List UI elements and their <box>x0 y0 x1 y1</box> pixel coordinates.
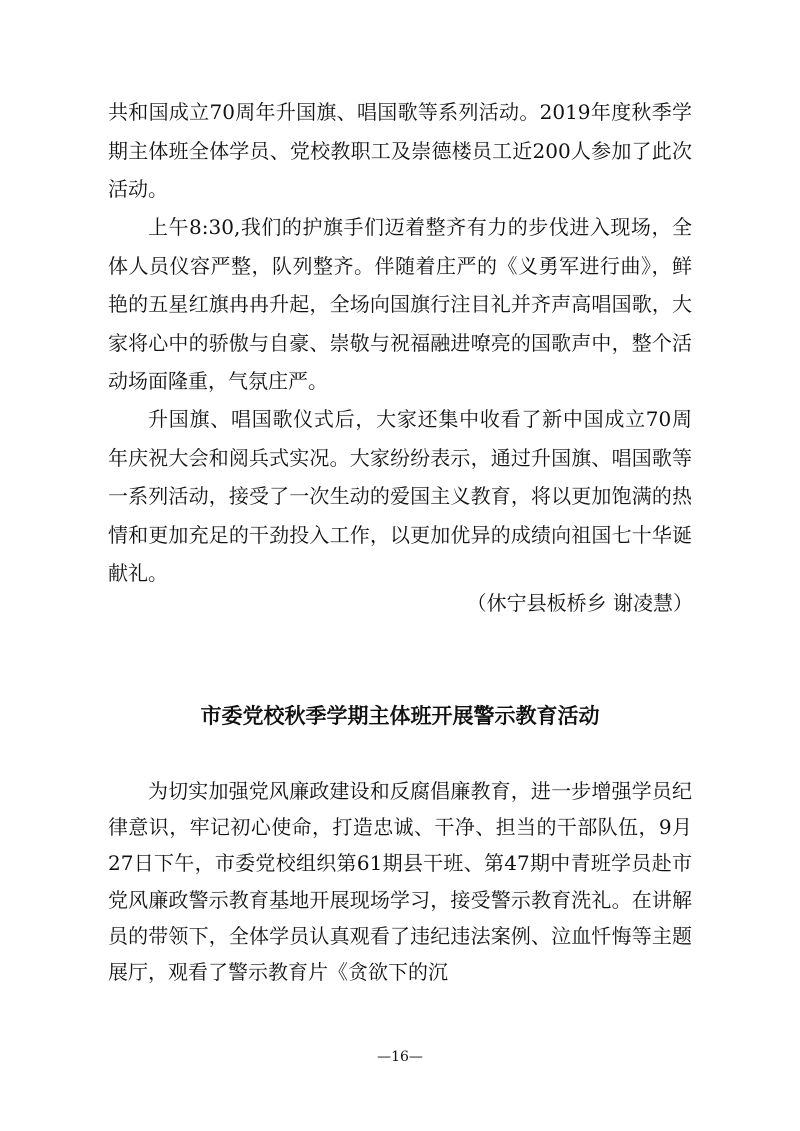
page-number: —16— <box>377 1049 423 1065</box>
paragraph-after-ceremony: 升国旗、唱国歌仪式后，大家还集中收看了新中国成立70周年庆祝大会和阅兵式实况。大家纷纷表示，通过升国旗、唱国歌等一系列活动，接受了一次生动的爱国主义教育，将以更加饱满的热情和更加充足的干劲投入工作，以更加优异的成绩向祖国七十华诞献礼。 <box>108 407 692 585</box>
article-title: 市委党校秋季学期主体班开展警示教育活动 <box>200 704 600 728</box>
author-signature: （休宁县板桥乡 谢凌慧） <box>466 591 693 615</box>
article-paragraph: 为切实加强党风廉政建设和反腐倡廉教育，进一步增强学员纪律意识，牢记初心使命，打造忠诚、干净、担当的干部队伍，9月27日下午，市委党校组织第61期县干班、第47期中青班学员赴市党风廉政警示教育基地开展现场学习，接受警示教育洗礼。在讲解员的带领下，全体学员认真观看了违纪违法案例、泣血忏悔等主题展厅，观看了警示教育片《贪欲下的沉 <box>108 779 692 985</box>
paragraph-continuation: 共和国成立70周年升国旗、唱国歌等系列活动。2019年度秋季学期主体班全体学员、党校教职工及崇德楼员工近200人参加了此次活动。 <box>108 100 692 202</box>
paragraph-flag-raising: 上午8:30,我们的护旗手们迈着整齐有力的步伐进入现场，全体人员仪容严整，队列整齐。伴随着庄严的《义勇军进行曲》，鲜艳的五星红旗冉冉升起，全场向国旗行注目礼并齐声高唱国歌，大家将心中的骄傲与自豪、崇敬与祝福融进嘹亮的国歌声中，整个活动场面隆重，气氛庄严。 <box>108 215 692 393</box>
